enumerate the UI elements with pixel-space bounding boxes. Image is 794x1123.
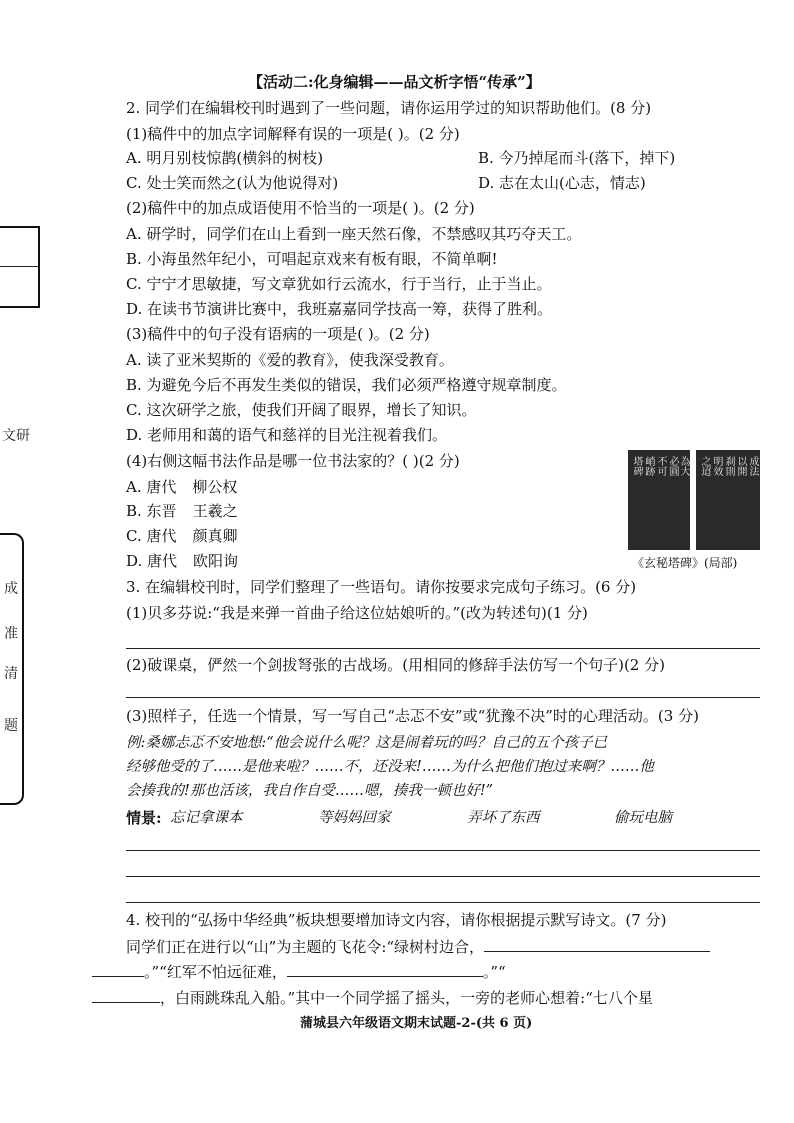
side-mark-5: 题	[4, 718, 18, 734]
q2-p4-stem: (4)右侧这幅书法作品是哪一位书法家的？( )(2 分)	[126, 452, 460, 470]
side-mark-3: 准	[4, 626, 18, 642]
q3-p2-answer-line	[126, 697, 760, 698]
callig-col: 之迢	[699, 456, 710, 476]
q4-blank-1[interactable]	[484, 936, 710, 952]
callig-col: 不可	[655, 456, 666, 476]
q2-p3-stem: (3)稿件中的句子没有语病的一项是( )。(2 分)	[126, 325, 430, 343]
q2-p4-option-b-letter: B. 东晋	[126, 502, 177, 520]
q4-blank-1-cont[interactable]	[92, 961, 144, 977]
q3-example-line-2: 经够他受的了……是他来啦？……不，还没来!……为什么把他们抱过来啊？……他	[126, 759, 654, 775]
binding-line-mark	[0, 226, 40, 308]
q3-example-line-3: 会揍我的!那也活该，我自作自受……嗯，揍我一顿也好!”	[126, 783, 494, 799]
q2-p3-option-b: B. 为避免今后不再发生类似的错误，我们必须严格遵守规章制度。	[126, 376, 567, 394]
q3-scene-label: 情景:	[126, 809, 162, 827]
q4-blank-2[interactable]	[287, 961, 483, 977]
activity-title: 【活动二:化身编辑——品文析字悟“传承”】	[248, 73, 541, 91]
q2-p4-option-b	[126, 501, 238, 521]
q2-p4-option-d-letter: D. 唐代	[126, 552, 178, 570]
side-mark-1: 文研	[2, 428, 30, 444]
q4-stem: 4. 校刊的“弘扬中华经典”板块想要增加诗文内容，请你根据提示默写诗文。(7 分)	[126, 911, 667, 929]
q4-line-1-text: 同学们正在进行以“山”为主题的飞花令:“绿树村边合，	[126, 938, 485, 956]
q2-p1-option-d: D. 志在太山(心志，情志)	[478, 174, 646, 192]
q3-scene-4: 偷玩电脑	[614, 810, 672, 826]
callig-col: 刹則	[723, 456, 734, 476]
q4-line-2-text-b: 。”“	[482, 963, 506, 981]
callig-col: 峭跡	[643, 456, 654, 476]
q2-p4-option-c-letter: C. 唐代	[126, 527, 177, 545]
q3-p3-answer-line	[126, 902, 760, 903]
callig-col: 必圓	[667, 456, 678, 476]
side-mark-2: 成	[4, 581, 18, 597]
q2-p4-option-d-name: 欧阳询	[193, 552, 239, 570]
q2-p4-option-b-name: 王羲之	[192, 502, 238, 520]
q2-p2-stem: (2)稿件中的加点成语使用不恰当的一项是( )。(2 分)	[126, 199, 475, 217]
calligraphy-caption: 《玄秘塔碑》(局部)	[632, 556, 738, 570]
q2-p1-option-c: C. 处士笑而然之(认为他说得对)	[126, 174, 339, 192]
q4-line-2-text-a: 。”“红军不怕远征难，	[144, 963, 287, 981]
q2-p4-option-d	[126, 551, 238, 571]
q2-p2-option-d: D. 在读书节演讲比赛中，我班嘉嘉同学技高一筹，获得了胜利。	[126, 300, 553, 318]
callig-col: 成法	[747, 456, 758, 476]
q3-p3: (3)照样子，任选一个情景，写一写自己“忐忑不安”或“犹豫不决”时的心理活动。(3 分)	[126, 707, 699, 725]
q2-p4-option-c	[126, 526, 238, 546]
callig-col: 明效	[711, 456, 722, 476]
q3-example-line-1: 例:桑娜忐忑不安地想:“他会说什么呢？这是闹着玩的吗？自己的五个孩子已	[126, 735, 608, 751]
q3-scene-1: 忘记拿课本	[170, 810, 243, 826]
q2-p4-option-c-name: 颜真卿	[192, 527, 238, 545]
q3-p3-answer-line	[126, 850, 760, 851]
callig-col: 以開	[735, 456, 746, 476]
q2-p3-option-c: C. 这次研学之旅，使我们开阔了眼界，增长了知识。	[126, 401, 477, 419]
q2-p4-option-a-letter: A. 唐代	[126, 478, 177, 496]
q2-p1-option-b: B. 今乃掉尾而斗(落下，掉下)	[478, 149, 676, 167]
q4-line-3-text: ，白雨跳珠乱入船。”其中一个同学摇了摇头，一旁的老师心想着:“七八个星	[160, 989, 653, 1007]
calligraphy-image-right	[696, 450, 760, 550]
q2-p2-option-b: B. 小海虽然年纪小，可唱起京戏来有板有眼，不简单啊!	[126, 250, 498, 268]
callig-col: 塔碑	[631, 456, 642, 476]
q2-p4-option-a	[126, 477, 237, 497]
q4-line-1	[126, 936, 710, 957]
q3-stem: 3. 在编辑校刊时，同学们整理了一些语句。请你按要求完成句子练习。(6 分)	[126, 578, 637, 596]
q2-stem: 2. 同学们在编辑校刊时遇到了一些问题，请你运用学过的知识帮助他们。(8 分)	[126, 99, 652, 117]
calligraphy-image-left	[628, 450, 690, 550]
q4-line-3	[92, 987, 653, 1008]
q4-blank-3[interactable]	[92, 987, 160, 1003]
q2-p3-option-a: A. 读了亚米契斯的《爱的教育》，使我深受教育。	[126, 351, 454, 369]
q2-p2-option-a: A. 研学时，同学们在山上看到一座天然石像，不禁感叹其巧夺天工。	[126, 225, 582, 243]
q2-p1-option-a: A. 明月别枝惊鹊(横斜的树枝)	[126, 149, 324, 167]
q3-scene-3: 弄坏了东西	[467, 810, 540, 826]
q3-scene-2: 等妈妈回家	[318, 810, 391, 826]
page-footer: 蒲城县六年级语文期末试题-2-(共 6 页)	[300, 1016, 533, 1031]
q2-p3-option-d: D. 老师用和蔼的语气和慈祥的目光注视着我们。	[126, 426, 448, 444]
q2-p2-option-c: C. 宁宁才思敏捷，写文章犹如行云流水，行于当行，止于当止。	[126, 275, 552, 293]
q3-p3-answer-line	[126, 876, 760, 877]
q2-p4-option-a-name: 柳公权	[192, 478, 238, 496]
q3-p1: (1)贝多芬说:“我是来弹一首曲子给这位姑娘听的。”(改为转述句)(1 分)	[126, 604, 588, 622]
q3-p1-answer-line	[126, 648, 760, 649]
binding-line-mark-divider	[0, 266, 38, 267]
q3-p2: (2)破课桌，俨然一个剑拔弩张的古战场。(用相同的修辞手法仿写一个句子)(2 分)	[126, 656, 665, 674]
callig-col: 為大	[678, 456, 689, 476]
q2-p1-stem: (1)稿件中的加点字词解释有误的一项是( )。(2 分)	[126, 125, 460, 143]
side-mark-4: 清	[4, 666, 18, 682]
q4-line-2	[92, 961, 506, 982]
